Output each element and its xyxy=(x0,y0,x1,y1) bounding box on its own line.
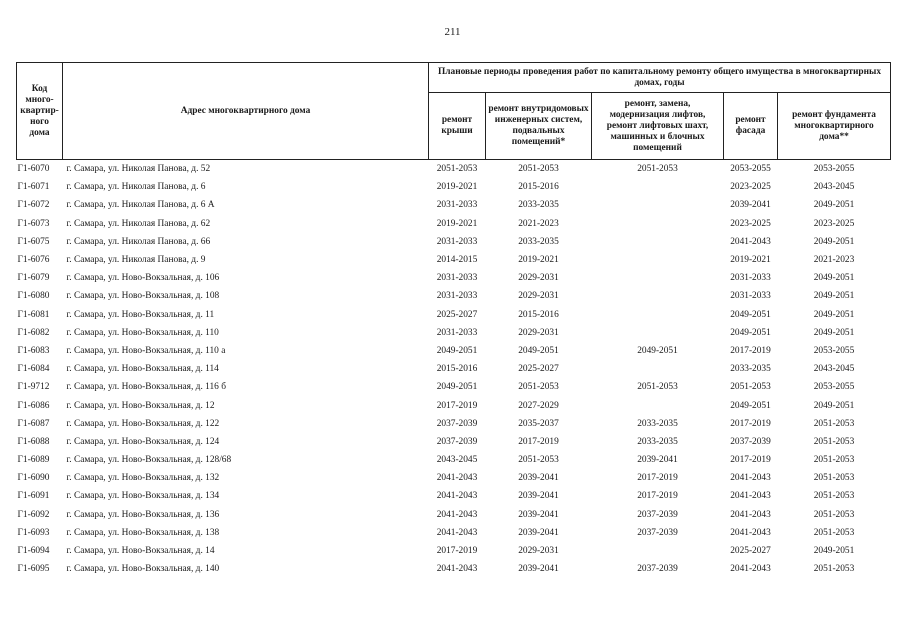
cell-engineering: 2029-2031 xyxy=(518,291,559,302)
header-roof: ремонт крыши xyxy=(429,93,486,160)
header-periods-group: Плановые периоды проведения работ по капитальному ремонту общего имущества в многоквартирных домах, годы xyxy=(429,63,891,93)
table-row xyxy=(17,269,891,287)
cell-engineering: 2033-2035 xyxy=(518,200,559,211)
table-row xyxy=(17,287,891,305)
cell-elevators: 2037-2039 xyxy=(637,527,678,538)
cell-code: Г1-6081 xyxy=(17,309,50,320)
cell-roof: 2037-2039 xyxy=(436,418,478,429)
cell-facade: 2041-2043 xyxy=(730,527,771,538)
cell-code: Г1-6076 xyxy=(17,255,50,266)
cell-engineering: 2029-2031 xyxy=(518,273,559,284)
cell-facade: 2037-2039 xyxy=(730,436,771,447)
cell-elevators: 2017-2019 xyxy=(637,473,678,484)
cell-address: г. Самара, ул. Ново-Вокзальная, д. 140 xyxy=(66,564,220,575)
cell-address: г. Самара, ул. Ново-Вокзальная, д. 108 xyxy=(66,291,220,302)
cell-foundation: 2049-2051 xyxy=(813,200,855,211)
cell-code: Г1-6084 xyxy=(17,364,50,375)
cell-roof: 2017-2019 xyxy=(436,400,478,411)
cell-facade: 2041-2043 xyxy=(730,564,771,575)
cell-engineering: 2015-2016 xyxy=(518,182,559,193)
header-row-group xyxy=(17,63,891,93)
cell-engineering: 2033-2035 xyxy=(518,236,559,247)
cell-code: Г1-9712 xyxy=(17,382,50,393)
cell-facade: 2019-2021 xyxy=(730,255,771,266)
cell-elevators: 2037-2039 xyxy=(637,509,678,520)
cell-code: Г1-6086 xyxy=(17,400,50,411)
cell-foundation: 2053-2055 xyxy=(813,164,855,175)
cell-foundation: 2043-2045 xyxy=(813,182,855,193)
cell-address: г. Самара, ул. Николая Панова, д. 62 xyxy=(66,218,211,229)
cell-address: г. Самара, ул. Ново-Вокзальная, д. 114 xyxy=(66,364,219,375)
cell-facade: 2041-2043 xyxy=(730,509,771,520)
table-row xyxy=(17,506,891,524)
cell-facade: 2051-2053 xyxy=(730,382,771,393)
table-row xyxy=(17,396,891,414)
cell-foundation: 2051-2053 xyxy=(813,564,855,575)
cell-elevators: 2039-2041 xyxy=(637,455,678,466)
capital-repair-table xyxy=(16,62,891,578)
cell-address: г. Самара, ул. Ново-Вокзальная, д. 106 xyxy=(66,273,220,284)
cell-code: Г1-6093 xyxy=(17,527,50,538)
cell-foundation: 2053-2055 xyxy=(813,345,855,356)
cell-foundation: 2049-2051 xyxy=(813,236,855,247)
cell-address: г. Самара, ул. Николая Панова, д. 52 xyxy=(66,164,211,175)
table-row xyxy=(17,451,891,469)
cell-foundation: 2049-2051 xyxy=(813,327,855,338)
cell-foundation: 2053-2055 xyxy=(813,382,855,393)
table-row xyxy=(17,251,891,269)
cell-roof: 2015-2016 xyxy=(436,364,478,375)
cell-roof: 2037-2039 xyxy=(436,436,478,447)
cell-foundation: 2043-2045 xyxy=(813,364,855,375)
cell-roof: 2031-2033 xyxy=(436,236,478,247)
table-row xyxy=(17,160,891,179)
cell-address: г. Самара, ул. Ново-Вокзальная, д. 124 xyxy=(66,436,220,447)
table-row xyxy=(17,196,891,214)
cell-code: Г1-6091 xyxy=(17,491,50,502)
header-facade: ремонт фасада xyxy=(724,93,778,160)
cell-facade: 2031-2033 xyxy=(730,291,771,302)
cell-elevators xyxy=(592,396,724,414)
cell-elevators xyxy=(592,196,724,214)
cell-facade: 2023-2025 xyxy=(730,182,771,193)
table-row xyxy=(17,542,891,560)
cell-facade: 2031-2033 xyxy=(730,273,771,284)
cell-address: г. Самара, ул. Николая Панова, д. 6 А xyxy=(66,200,215,211)
cell-engineering: 2049-2051 xyxy=(518,345,559,356)
cell-roof: 2041-2043 xyxy=(436,509,478,520)
cell-foundation: 2051-2053 xyxy=(813,436,855,447)
cell-address: г. Самара, ул. Николая Панова, д. 9 xyxy=(66,255,206,266)
header-foundation: ремонт фундамента многоквартирного дома** xyxy=(778,93,891,160)
table-row xyxy=(17,215,891,233)
cell-facade: 2033-2035 xyxy=(730,364,771,375)
cell-elevators: 2017-2019 xyxy=(637,491,678,502)
table-row xyxy=(17,306,891,324)
cell-address: г. Самара, ул. Ново-Вокзальная, д. 14 xyxy=(66,546,215,557)
cell-engineering: 2051-2053 xyxy=(518,455,559,466)
cell-roof: 2049-2051 xyxy=(436,382,478,393)
cell-code: Г1-6070 xyxy=(17,164,50,175)
table-row xyxy=(17,487,891,505)
cell-roof: 2041-2043 xyxy=(436,473,478,484)
cell-facade: 2041-2043 xyxy=(730,236,771,247)
cell-foundation: 2049-2051 xyxy=(813,291,855,302)
cell-code: Г1-6080 xyxy=(17,291,50,302)
cell-code: Г1-6083 xyxy=(17,345,50,356)
cell-roof: 2031-2033 xyxy=(436,273,478,284)
cell-code: Г1-6094 xyxy=(17,546,50,557)
cell-engineering: 2021-2023 xyxy=(518,218,559,229)
cell-elevators: 2049-2051 xyxy=(637,345,678,356)
cell-elevators: 2033-2035 xyxy=(637,436,678,447)
cell-elevators xyxy=(592,251,724,269)
cell-engineering: 2039-2041 xyxy=(518,564,559,575)
cell-roof: 2025-2027 xyxy=(436,309,478,320)
cell-foundation: 2051-2053 xyxy=(813,418,855,429)
cell-foundation: 2051-2053 xyxy=(813,527,855,538)
cell-address: г. Самара, ул. Ново-Вокзальная, д. 138 xyxy=(66,527,220,538)
cell-code: Г1-6088 xyxy=(17,436,50,447)
cell-engineering: 2029-2031 xyxy=(518,546,559,557)
cell-engineering: 2027-2029 xyxy=(518,400,559,411)
cell-address: г. Самара, ул. Ново-Вокзальная, д. 134 xyxy=(66,491,220,502)
cell-roof: 2041-2043 xyxy=(436,564,478,575)
cell-roof: 2019-2021 xyxy=(436,218,478,229)
cell-facade: 2017-2019 xyxy=(730,418,771,429)
cell-foundation: 2049-2051 xyxy=(813,400,855,411)
cell-roof: 2031-2033 xyxy=(436,291,478,302)
cell-elevators xyxy=(592,324,724,342)
cell-engineering: 2035-2037 xyxy=(518,418,559,429)
cell-address: г. Самара, ул. Николая Панова, д. 6 xyxy=(66,182,206,193)
cell-roof: 2031-2033 xyxy=(436,200,478,211)
cell-facade: 2025-2027 xyxy=(730,546,771,557)
cell-engineering: 2019-2021 xyxy=(518,255,559,266)
cell-elevators xyxy=(592,287,724,305)
cell-roof: 2049-2051 xyxy=(436,345,478,356)
page-number: 211 xyxy=(444,26,461,38)
cell-foundation: 2051-2053 xyxy=(813,509,855,520)
cell-roof: 2014-2015 xyxy=(436,255,478,266)
cell-foundation: 2051-2053 xyxy=(813,491,855,502)
cell-code: Г1-6073 xyxy=(17,218,50,229)
table-row xyxy=(17,560,891,578)
cell-code: Г1-6079 xyxy=(17,273,50,284)
cell-roof: 2051-2053 xyxy=(436,164,478,175)
cell-elevators: 2051-2053 xyxy=(637,164,678,175)
cell-elevators: 2037-2039 xyxy=(637,564,678,575)
cell-elevators: 2051-2053 xyxy=(637,382,678,393)
cell-address: г. Самара, ул. Николая Панова, д. 66 xyxy=(66,236,211,247)
cell-engineering: 2039-2041 xyxy=(518,473,559,484)
table-row xyxy=(17,524,891,542)
cell-foundation: 2023-2025 xyxy=(813,218,855,229)
cell-code: Г1-6092 xyxy=(17,509,50,520)
table-row xyxy=(17,378,891,396)
table-body xyxy=(17,160,891,579)
cell-facade: 2039-2041 xyxy=(730,200,771,211)
header-code: Код много-квартир-ного дома xyxy=(17,63,63,160)
cell-code: Г1-6087 xyxy=(17,418,50,429)
header-address: Адрес многоквартирного дома xyxy=(63,63,429,160)
cell-elevators xyxy=(592,215,724,233)
cell-elevators xyxy=(592,233,724,251)
cell-code: Г1-6072 xyxy=(17,200,50,211)
cell-facade: 2049-2051 xyxy=(730,309,771,320)
cell-roof: 2017-2019 xyxy=(436,546,478,557)
cell-foundation: 2049-2051 xyxy=(813,546,855,557)
table-row xyxy=(17,324,891,342)
cell-address: г. Самара, ул. Ново-Вокзальная, д. 116 б xyxy=(66,382,226,393)
cell-foundation: 2051-2053 xyxy=(813,455,855,466)
cell-facade: 2041-2043 xyxy=(730,473,771,484)
cell-address: г. Самара, ул. Ново-Вокзальная, д. 12 xyxy=(66,400,215,411)
cell-code: Г1-6071 xyxy=(17,182,50,193)
cell-address: г. Самара, ул. Ново-Вокзальная, д. 132 xyxy=(66,473,220,484)
cell-facade: 2049-2051 xyxy=(730,327,771,338)
cell-engineering: 2025-2027 xyxy=(518,364,559,375)
cell-engineering: 2051-2053 xyxy=(518,164,559,175)
cell-roof: 2041-2043 xyxy=(436,491,478,502)
cell-foundation: 2049-2051 xyxy=(813,273,855,284)
table-row xyxy=(17,178,891,196)
cell-facade: 2017-2019 xyxy=(730,345,771,356)
cell-engineering: 2017-2019 xyxy=(518,436,559,447)
table-row xyxy=(17,469,891,487)
table-row xyxy=(17,342,891,360)
cell-engineering: 2029-2031 xyxy=(518,327,559,338)
cell-code: Г1-6089 xyxy=(17,455,50,466)
cell-foundation: 2021-2023 xyxy=(813,255,855,266)
cell-elevators xyxy=(592,306,724,324)
cell-address: г. Самара, ул. Ново-Вокзальная, д. 122 xyxy=(66,418,220,429)
cell-facade: 2041-2043 xyxy=(730,491,771,502)
cell-engineering: 2039-2041 xyxy=(518,491,559,502)
cell-engineering: 2051-2053 xyxy=(518,382,559,393)
table-row xyxy=(17,360,891,378)
cell-roof: 2031-2033 xyxy=(436,327,478,338)
cell-code: Г1-6075 xyxy=(17,236,50,247)
cell-address: г. Самара, ул. Ново-Вокзальная, д. 110 xyxy=(66,327,219,338)
cell-roof: 2043-2045 xyxy=(436,455,478,466)
cell-facade: 2049-2051 xyxy=(730,400,771,411)
cell-address: г. Самара, ул. Ново-Вокзальная, д. 11 xyxy=(66,309,215,320)
cell-address: г. Самара, ул. Ново-Вокзальная, д. 136 xyxy=(66,509,220,520)
table-row xyxy=(17,233,891,251)
cell-elevators xyxy=(592,178,724,196)
table-row xyxy=(17,415,891,433)
cell-elevators xyxy=(592,360,724,378)
table-row xyxy=(17,433,891,451)
cell-foundation: 2049-2051 xyxy=(813,309,855,320)
cell-elevators: 2033-2035 xyxy=(637,418,678,429)
cell-code: Г1-6090 xyxy=(17,473,50,484)
cell-foundation: 2051-2053 xyxy=(813,473,855,484)
cell-roof: 2041-2043 xyxy=(436,527,478,538)
cell-facade: 2023-2025 xyxy=(730,218,771,229)
cell-engineering: 2039-2041 xyxy=(518,509,559,520)
cell-address: г. Самара, ул. Ново-Вокзальная, д. 110 а xyxy=(66,345,226,356)
cell-engineering: 2039-2041 xyxy=(518,527,559,538)
cell-roof: 2019-2021 xyxy=(436,182,478,193)
table-header xyxy=(17,63,891,160)
cell-code: Г1-6082 xyxy=(17,327,50,338)
header-engineering: ремонт внутридомовых инженерных систем, подвальных помещений* xyxy=(486,93,592,160)
cell-address: г. Самара, ул. Ново-Вокзальная, д. 128/68 xyxy=(66,455,232,466)
cell-elevators xyxy=(592,269,724,287)
header-elevators: ремонт, замена, модернизация лифтов, ремонт лифтовых шахт, машинных и блочных помещений xyxy=(592,93,724,160)
cell-engineering: 2015-2016 xyxy=(518,309,559,320)
cell-elevators xyxy=(592,542,724,560)
cell-facade: 2017-2019 xyxy=(730,455,771,466)
cell-facade: 2053-2055 xyxy=(730,164,771,175)
cell-code: Г1-6095 xyxy=(17,564,50,575)
